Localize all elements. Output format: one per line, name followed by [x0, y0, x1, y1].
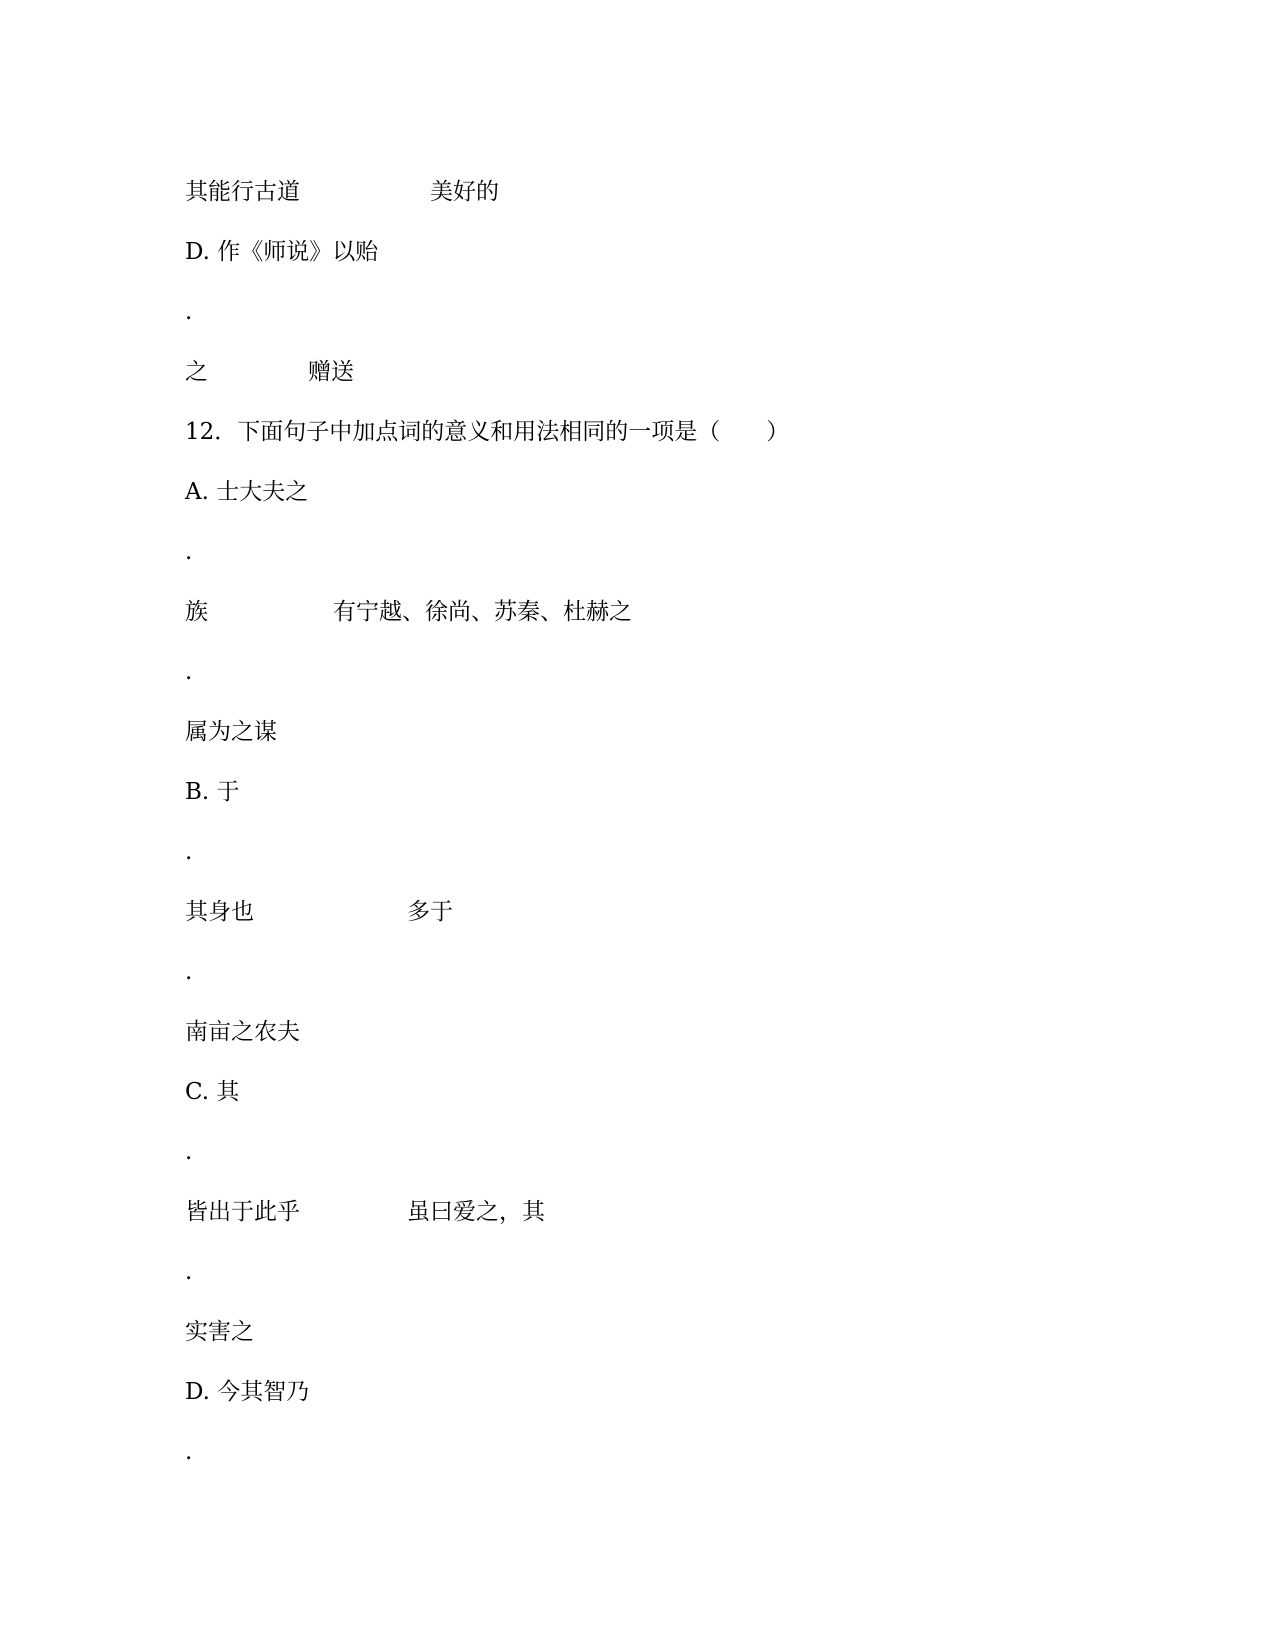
text-segment: 之 — [185, 359, 208, 385]
option-d-line: D. 作《师说》以贻 — [185, 239, 379, 265]
option-c-line: C. 其 — [185, 1079, 240, 1105]
text-segment: 虽曰爱之，其 — [407, 1199, 545, 1225]
text-segment: 其身也 — [185, 899, 254, 925]
option-b-line: B. 于 — [185, 779, 240, 805]
text-line-18 — [185, 1195, 545, 1229]
emphasis-dot: . — [185, 1259, 193, 1285]
option-a-line: A. 士大夫之 — [185, 479, 309, 505]
text-line-1 — [185, 175, 499, 209]
option-d-line: D. 今其智乃 — [185, 1379, 310, 1405]
text-line-15: 南亩之农夫 — [185, 1019, 300, 1045]
text-segment: 美好的 — [430, 179, 499, 205]
text-segment: 多于 — [407, 899, 453, 925]
emphasis-dot: . — [185, 839, 193, 865]
text-line-10: 属为之谋 — [185, 719, 277, 745]
text-segment: 有宁越、徐尚、苏秦、杜赫之 — [333, 599, 632, 625]
text-line-20: 实害之 — [185, 1319, 254, 1345]
emphasis-dot: . — [185, 959, 193, 985]
emphasis-dot: . — [185, 1139, 193, 1165]
text-line-4 — [185, 355, 354, 389]
emphasis-dot: . — [185, 1439, 193, 1465]
text-segment: 族 — [185, 599, 208, 625]
emphasis-dot: . — [185, 299, 193, 325]
emphasis-dot: . — [185, 659, 193, 685]
emphasis-dot: . — [185, 539, 193, 565]
text-line-13 — [185, 895, 453, 929]
text-line-8 — [185, 595, 632, 629]
text-segment: 皆出于此乎 — [185, 1199, 300, 1225]
text-segment: 其能行古道 — [185, 179, 300, 205]
question-12-title: 12．下面句子中加点词的意义和用法相同的一项是（ ） — [185, 419, 790, 445]
text-segment: 赠送 — [308, 359, 354, 385]
